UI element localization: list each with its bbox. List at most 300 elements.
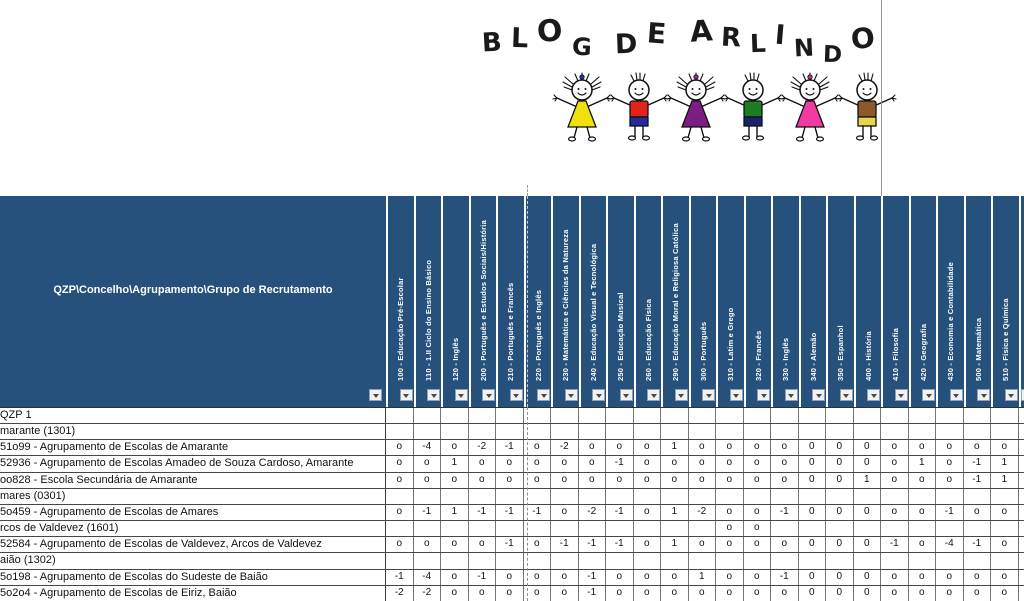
data-cell[interactable] xyxy=(826,553,854,568)
data-cell[interactable]: o xyxy=(689,473,717,488)
data-cell[interactable]: o xyxy=(661,456,689,471)
data-cell[interactable] xyxy=(881,553,909,568)
data-cell[interactable] xyxy=(1019,473,1024,488)
data-cell[interactable]: o xyxy=(716,586,744,601)
column-header-240[interactable] xyxy=(581,196,607,384)
data-cell[interactable] xyxy=(606,424,634,439)
data-cell[interactable]: -1 xyxy=(606,456,634,471)
row-label[interactable]: aião (1302) xyxy=(0,553,386,568)
data-cell[interactable] xyxy=(469,489,497,504)
data-cell[interactable] xyxy=(579,553,607,568)
column-header-250[interactable] xyxy=(608,196,634,384)
data-cell[interactable] xyxy=(469,408,497,423)
data-cell[interactable]: o xyxy=(744,570,772,585)
data-cell[interactable] xyxy=(936,489,964,504)
data-cell[interactable] xyxy=(386,521,414,536)
data-cell[interactable]: o xyxy=(909,473,937,488)
data-cell[interactable]: -1 xyxy=(551,537,579,552)
data-cell[interactable] xyxy=(661,489,689,504)
data-cell[interactable]: o xyxy=(936,473,964,488)
data-cell[interactable] xyxy=(799,521,827,536)
data-cell[interactable]: o xyxy=(689,586,717,601)
data-cell[interactable]: -1 xyxy=(964,473,992,488)
data-cell[interactable]: o xyxy=(606,440,634,455)
data-cell[interactable]: o xyxy=(661,570,689,585)
data-cell[interactable] xyxy=(386,408,414,423)
row-label[interactable]: QZP 1 xyxy=(0,408,386,423)
data-cell[interactable] xyxy=(909,408,937,423)
data-cell[interactable] xyxy=(716,424,744,439)
data-cell[interactable]: o xyxy=(579,440,607,455)
data-cell[interactable] xyxy=(689,489,717,504)
data-cell[interactable] xyxy=(579,408,607,423)
data-cell[interactable]: o xyxy=(689,440,717,455)
data-cell[interactable]: 0 xyxy=(826,586,854,601)
data-cell[interactable]: o xyxy=(386,473,414,488)
data-cell[interactable] xyxy=(689,553,717,568)
data-cell[interactable]: o xyxy=(414,537,442,552)
data-cell[interactable]: o xyxy=(936,586,964,601)
column-header-110[interactable] xyxy=(416,196,442,384)
filter-button[interactable] xyxy=(510,389,523,401)
data-cell[interactable]: 0 xyxy=(799,505,827,520)
data-cell[interactable] xyxy=(854,408,882,423)
filter-button[interactable] xyxy=(455,389,468,401)
data-cell[interactable]: -1 xyxy=(414,505,442,520)
data-cell[interactable]: o xyxy=(964,570,992,585)
data-cell[interactable]: o xyxy=(386,456,414,471)
column-header-340[interactable] xyxy=(801,196,827,384)
column-header-420[interactable] xyxy=(911,196,937,384)
data-cell[interactable]: o xyxy=(909,505,937,520)
filter-button[interactable] xyxy=(675,389,688,401)
data-cell[interactable]: -2 xyxy=(386,586,414,601)
data-cell[interactable] xyxy=(579,521,607,536)
row-label[interactable]: 52584 - Agrupamento de Escolas de Valdevez, Arcos de Valdevez xyxy=(0,537,386,552)
data-cell[interactable]: o xyxy=(744,505,772,520)
data-cell[interactable] xyxy=(716,489,744,504)
column-header-230[interactable] xyxy=(553,196,579,384)
data-cell[interactable] xyxy=(799,553,827,568)
data-cell[interactable] xyxy=(964,408,992,423)
data-cell[interactable]: -2 xyxy=(551,440,579,455)
column-header-120[interactable] xyxy=(443,196,469,384)
data-cell[interactable]: 0 xyxy=(854,537,882,552)
data-cell[interactable]: 0 xyxy=(854,505,882,520)
data-cell[interactable] xyxy=(551,424,579,439)
data-cell[interactable] xyxy=(551,489,579,504)
data-cell[interactable]: o xyxy=(964,505,992,520)
data-cell[interactable]: o xyxy=(771,473,799,488)
data-cell[interactable]: o xyxy=(469,586,497,601)
data-cell[interactable]: 0 xyxy=(854,440,882,455)
data-cell[interactable]: 0 xyxy=(826,456,854,471)
data-cell[interactable]: -2 xyxy=(414,586,442,601)
data-cell[interactable] xyxy=(744,553,772,568)
data-cell[interactable]: o xyxy=(909,537,937,552)
data-cell[interactable]: -1 xyxy=(606,505,634,520)
data-cell[interactable] xyxy=(771,424,799,439)
data-cell[interactable]: 0 xyxy=(854,570,882,585)
data-cell[interactable]: -1 xyxy=(579,586,607,601)
data-cell[interactable] xyxy=(799,408,827,423)
data-cell[interactable]: o xyxy=(634,440,662,455)
filter-button[interactable] xyxy=(702,389,715,401)
data-cell[interactable] xyxy=(771,521,799,536)
data-cell[interactable]: o xyxy=(551,456,579,471)
data-cell[interactable]: o xyxy=(634,505,662,520)
data-cell[interactable]: o xyxy=(964,586,992,601)
data-cell[interactable] xyxy=(469,553,497,568)
data-cell[interactable]: o xyxy=(441,570,469,585)
data-cell[interactable] xyxy=(1019,537,1024,552)
row-label[interactable]: mares (0301) xyxy=(0,489,386,504)
filter-button[interactable] xyxy=(537,389,550,401)
data-cell[interactable]: o xyxy=(661,473,689,488)
data-cell[interactable]: -2 xyxy=(579,505,607,520)
data-cell[interactable] xyxy=(854,521,882,536)
data-cell[interactable]: -1 xyxy=(386,570,414,585)
data-cell[interactable]: -1 xyxy=(579,537,607,552)
data-cell[interactable]: 0 xyxy=(826,537,854,552)
data-cell[interactable] xyxy=(909,424,937,439)
filter-button[interactable] xyxy=(785,389,798,401)
data-cell[interactable]: o xyxy=(496,456,524,471)
data-cell[interactable]: o xyxy=(991,570,1019,585)
data-cell[interactable] xyxy=(909,553,937,568)
data-cell[interactable]: o xyxy=(496,570,524,585)
data-cell[interactable]: o xyxy=(386,537,414,552)
filter-button[interactable] xyxy=(427,389,440,401)
column-header-500[interactable] xyxy=(966,196,992,384)
filter-button[interactable] xyxy=(592,389,605,401)
data-cell[interactable]: -2 xyxy=(689,505,717,520)
filter-button[interactable] xyxy=(482,389,495,401)
data-cell[interactable]: 1 xyxy=(909,456,937,471)
data-cell[interactable]: o xyxy=(909,570,937,585)
data-cell[interactable]: o xyxy=(579,456,607,471)
data-cell[interactable]: o xyxy=(744,586,772,601)
data-cell[interactable]: o xyxy=(386,505,414,520)
data-cell[interactable] xyxy=(1019,440,1024,455)
data-cell[interactable]: 0 xyxy=(826,473,854,488)
data-cell[interactable]: o xyxy=(386,440,414,455)
filter-button[interactable] xyxy=(812,389,825,401)
data-cell[interactable] xyxy=(579,424,607,439)
column-header-350[interactable] xyxy=(828,196,854,384)
data-cell[interactable]: o xyxy=(524,440,552,455)
data-cell[interactable] xyxy=(661,424,689,439)
data-cell[interactable] xyxy=(414,553,442,568)
data-cell[interactable]: o xyxy=(441,537,469,552)
data-cell[interactable] xyxy=(771,553,799,568)
data-cell[interactable] xyxy=(799,489,827,504)
data-cell[interactable]: 0 xyxy=(854,456,882,471)
row-label[interactable]: 51o99 - Agrupamento de Escolas de Amarante xyxy=(0,440,386,455)
data-cell[interactable]: -4 xyxy=(936,537,964,552)
data-cell[interactable]: -1 xyxy=(936,505,964,520)
data-cell[interactable]: o xyxy=(716,570,744,585)
column-header-100[interactable] xyxy=(388,196,414,384)
data-cell[interactable] xyxy=(469,424,497,439)
data-cell[interactable]: -1 xyxy=(496,440,524,455)
data-cell[interactable]: o xyxy=(524,473,552,488)
column-header-510[interactable] xyxy=(993,196,1019,384)
data-cell[interactable] xyxy=(441,521,469,536)
row-label[interactable]: 5o2o4 - Agrupamento de Escolas de Eiriz, Baião xyxy=(0,586,386,601)
data-cell[interactable] xyxy=(579,489,607,504)
row-label[interactable]: oo828 - Escola Secundária de Amarante xyxy=(0,473,386,488)
data-cell[interactable]: o xyxy=(551,473,579,488)
data-cell[interactable]: 0 xyxy=(799,456,827,471)
data-cell[interactable]: 0 xyxy=(854,586,882,601)
data-cell[interactable]: 1 xyxy=(441,505,469,520)
data-cell[interactable] xyxy=(991,521,1019,536)
data-cell[interactable]: o xyxy=(771,456,799,471)
row-label[interactable]: 52936 - Agrupamento de Escolas Amadeo de Souza Cardoso, Amarante xyxy=(0,456,386,471)
data-cell[interactable]: o xyxy=(744,537,772,552)
data-cell[interactable]: o xyxy=(991,505,1019,520)
row-label[interactable]: 5o198 - Agrupamento de Escolas do Sudeste de Baião xyxy=(0,570,386,585)
data-cell[interactable] xyxy=(991,424,1019,439)
data-cell[interactable] xyxy=(414,489,442,504)
column-header-400[interactable] xyxy=(856,196,882,384)
data-cell[interactable] xyxy=(964,489,992,504)
data-cell[interactable] xyxy=(606,408,634,423)
data-cell[interactable]: o xyxy=(606,473,634,488)
data-cell[interactable]: o xyxy=(606,586,634,601)
data-cell[interactable]: 1 xyxy=(661,505,689,520)
data-cell[interactable]: o xyxy=(936,570,964,585)
data-cell[interactable]: 0 xyxy=(799,537,827,552)
data-cell[interactable]: o xyxy=(744,440,772,455)
data-cell[interactable]: o xyxy=(881,473,909,488)
data-cell[interactable] xyxy=(689,424,717,439)
data-cell[interactable]: -4 xyxy=(414,440,442,455)
data-cell[interactable] xyxy=(881,489,909,504)
filter-button[interactable] xyxy=(565,389,578,401)
data-cell[interactable]: o xyxy=(634,456,662,471)
filter-button[interactable] xyxy=(895,389,908,401)
column-header-300[interactable] xyxy=(691,196,717,384)
data-cell[interactable] xyxy=(441,489,469,504)
data-cell[interactable] xyxy=(551,553,579,568)
data-cell[interactable]: o xyxy=(496,473,524,488)
column-header-320[interactable] xyxy=(746,196,772,384)
data-cell[interactable]: o xyxy=(771,440,799,455)
column-header-220[interactable] xyxy=(526,196,552,384)
data-cell[interactable]: o xyxy=(634,570,662,585)
data-cell[interactable]: 0 xyxy=(826,570,854,585)
data-cell[interactable]: o xyxy=(881,586,909,601)
data-cell[interactable]: o xyxy=(716,537,744,552)
column-header-330[interactable] xyxy=(773,196,799,384)
data-cell[interactable]: 1 xyxy=(661,440,689,455)
data-cell[interactable] xyxy=(771,489,799,504)
data-cell[interactable]: o xyxy=(964,440,992,455)
data-cell[interactable]: 0 xyxy=(826,440,854,455)
data-cell[interactable] xyxy=(826,408,854,423)
filter-button[interactable] xyxy=(757,389,770,401)
data-cell[interactable]: o xyxy=(716,521,744,536)
data-cell[interactable]: o xyxy=(634,537,662,552)
data-cell[interactable]: -1 xyxy=(579,570,607,585)
data-cell[interactable] xyxy=(606,553,634,568)
data-cell[interactable]: o xyxy=(414,456,442,471)
data-cell[interactable]: 1 xyxy=(689,570,717,585)
data-cell[interactable] xyxy=(661,408,689,423)
data-cell[interactable]: o xyxy=(744,456,772,471)
column-header-partial[interactable] xyxy=(1021,196,1024,384)
data-cell[interactable]: 0 xyxy=(799,586,827,601)
data-cell[interactable]: o xyxy=(716,505,744,520)
data-cell[interactable] xyxy=(716,408,744,423)
data-cell[interactable]: o xyxy=(936,456,964,471)
data-cell[interactable] xyxy=(1019,489,1024,504)
data-cell[interactable]: o xyxy=(771,537,799,552)
data-cell[interactable] xyxy=(496,521,524,536)
data-cell[interactable]: o xyxy=(991,586,1019,601)
data-cell[interactable] xyxy=(551,521,579,536)
data-cell[interactable]: -4 xyxy=(414,570,442,585)
data-cell[interactable] xyxy=(634,424,662,439)
data-cell[interactable] xyxy=(441,424,469,439)
data-cell[interactable] xyxy=(881,408,909,423)
data-cell[interactable]: o xyxy=(716,456,744,471)
data-cell[interactable] xyxy=(909,489,937,504)
data-cell[interactable] xyxy=(634,408,662,423)
data-cell[interactable]: o xyxy=(441,586,469,601)
data-cell[interactable]: 0 xyxy=(826,505,854,520)
data-cell[interactable]: 0 xyxy=(799,473,827,488)
data-cell[interactable]: o xyxy=(689,456,717,471)
data-cell[interactable]: o xyxy=(716,440,744,455)
data-cell[interactable] xyxy=(826,521,854,536)
data-cell[interactable]: o xyxy=(991,537,1019,552)
data-cell[interactable] xyxy=(1019,456,1024,471)
data-cell[interactable] xyxy=(661,553,689,568)
data-cell[interactable]: o xyxy=(634,473,662,488)
data-cell[interactable] xyxy=(414,408,442,423)
data-cell[interactable]: 1 xyxy=(991,456,1019,471)
data-cell[interactable] xyxy=(386,489,414,504)
data-cell[interactable] xyxy=(496,424,524,439)
data-cell[interactable] xyxy=(826,424,854,439)
data-cell[interactable] xyxy=(936,553,964,568)
data-cell[interactable]: -1 xyxy=(496,505,524,520)
data-cell[interactable] xyxy=(689,408,717,423)
column-header-260[interactable] xyxy=(636,196,662,384)
data-cell[interactable] xyxy=(496,408,524,423)
column-header-410[interactable] xyxy=(883,196,909,384)
data-cell[interactable]: -1 xyxy=(771,570,799,585)
data-cell[interactable]: o xyxy=(441,473,469,488)
data-cell[interactable]: o xyxy=(881,440,909,455)
data-cell[interactable]: -1 xyxy=(496,537,524,552)
data-cell[interactable]: 0 xyxy=(799,570,827,585)
data-cell[interactable] xyxy=(936,424,964,439)
data-cell[interactable] xyxy=(414,521,442,536)
data-cell[interactable] xyxy=(689,521,717,536)
data-cell[interactable] xyxy=(771,408,799,423)
data-cell[interactable]: o xyxy=(909,440,937,455)
data-cell[interactable]: o xyxy=(469,456,497,471)
column-header-210[interactable] xyxy=(498,196,524,384)
data-cell[interactable]: -1 xyxy=(469,570,497,585)
data-cell[interactable] xyxy=(634,521,662,536)
data-cell[interactable] xyxy=(606,489,634,504)
data-cell[interactable]: -1 xyxy=(606,537,634,552)
filter-button[interactable] xyxy=(867,389,880,401)
data-cell[interactable] xyxy=(551,408,579,423)
filter-button[interactable] xyxy=(1005,389,1018,401)
data-cell[interactable]: o xyxy=(524,456,552,471)
data-cell[interactable]: o xyxy=(771,586,799,601)
data-cell[interactable]: 1 xyxy=(991,473,1019,488)
data-cell[interactable] xyxy=(1019,553,1024,568)
data-cell[interactable] xyxy=(1019,408,1024,423)
data-cell[interactable] xyxy=(964,424,992,439)
data-cell[interactable] xyxy=(716,553,744,568)
data-cell[interactable]: o xyxy=(524,570,552,585)
data-cell[interactable]: o xyxy=(991,440,1019,455)
data-cell[interactable] xyxy=(441,408,469,423)
data-cell[interactable] xyxy=(606,521,634,536)
data-cell[interactable]: 1 xyxy=(441,456,469,471)
data-cell[interactable] xyxy=(661,521,689,536)
data-cell[interactable]: o xyxy=(551,586,579,601)
data-cell[interactable] xyxy=(744,489,772,504)
data-cell[interactable] xyxy=(469,521,497,536)
data-cell[interactable]: o xyxy=(689,537,717,552)
row-label[interactable]: 5o459 - Agrupamento de Escolas de Amares xyxy=(0,505,386,520)
data-cell[interactable]: o xyxy=(744,473,772,488)
data-cell[interactable]: 1 xyxy=(854,473,882,488)
data-cell[interactable] xyxy=(881,521,909,536)
data-cell[interactable]: o xyxy=(414,473,442,488)
data-cell[interactable]: o xyxy=(744,521,772,536)
data-cell[interactable] xyxy=(909,521,937,536)
data-cell[interactable]: -1 xyxy=(469,505,497,520)
data-cell[interactable] xyxy=(386,424,414,439)
data-cell[interactable] xyxy=(826,489,854,504)
data-cell[interactable] xyxy=(1019,586,1024,601)
data-cell[interactable]: o xyxy=(469,537,497,552)
data-cell[interactable] xyxy=(936,408,964,423)
data-cell[interactable] xyxy=(744,408,772,423)
data-cell[interactable]: o xyxy=(496,586,524,601)
data-cell[interactable] xyxy=(1019,521,1024,536)
data-cell[interactable]: -1 xyxy=(881,537,909,552)
data-cell[interactable] xyxy=(881,424,909,439)
data-cell[interactable]: o xyxy=(551,505,579,520)
data-cell[interactable] xyxy=(744,424,772,439)
column-header-430[interactable] xyxy=(938,196,964,384)
data-cell[interactable] xyxy=(854,553,882,568)
data-cell[interactable] xyxy=(799,424,827,439)
data-cell[interactable]: o xyxy=(524,586,552,601)
filter-button[interactable] xyxy=(922,389,935,401)
data-cell[interactable]: -2 xyxy=(469,440,497,455)
data-cell[interactable] xyxy=(964,521,992,536)
filter-button[interactable] xyxy=(620,389,633,401)
filter-button[interactable] xyxy=(977,389,990,401)
row-label[interactable]: rcos de Valdevez (1601) xyxy=(0,521,386,536)
filter-button[interactable] xyxy=(647,389,660,401)
data-cell[interactable] xyxy=(496,489,524,504)
data-cell[interactable] xyxy=(1019,570,1024,585)
data-cell[interactable]: -1 xyxy=(771,505,799,520)
